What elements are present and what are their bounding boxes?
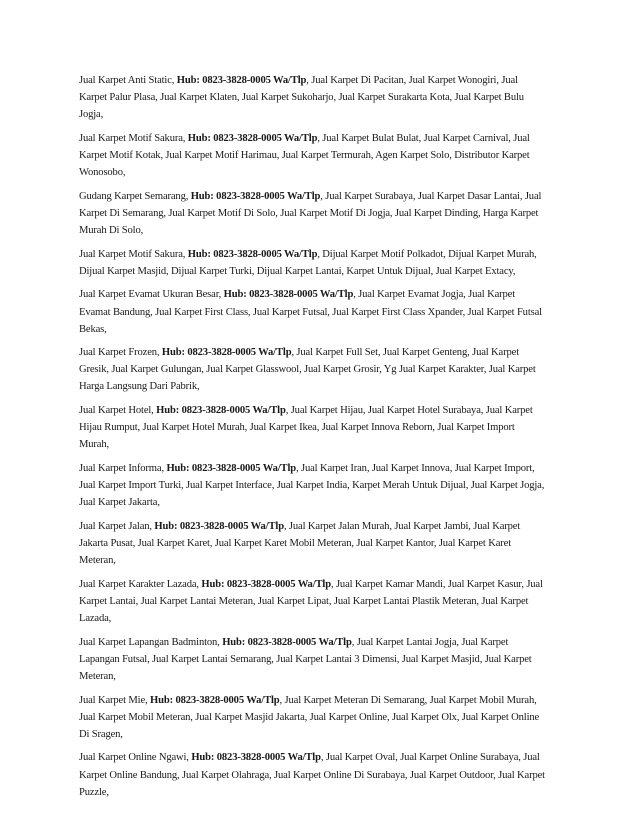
paragraph-text: , Jual Karpet Lantai Jogja, Jual Karpet Lapangan Futsal, Jual Karpet Lantai Semarang, Jual Karpet Lantai 3 Dimensi, Jual Karpet Masjid, Jual Karpet Meteran,	[79, 636, 532, 682]
hub-contact: Hub: 0823-3828-0005 Wa/Tlp	[222, 636, 352, 648]
paragraph-text: Jual Karpet Evamat Ukuran Besar,	[79, 289, 224, 301]
hub-contact: Hub: 0823-3828-0005 Wa/Tlp	[166, 463, 296, 475]
paragraph-3	[79, 188, 547, 239]
paragraph-text: Jual Karpet Frozen,	[79, 347, 162, 359]
paragraph-text: , Dijual Karpet Motif Polkadot, Dijual Karpet Murah, Dijual Karpet Masjid, Dijual Karpet Turki, Dijual Karpet Lantai, Karpet Untuk Dijual, Jual Karpet Extacy,	[79, 248, 537, 277]
paragraph-10	[79, 576, 547, 627]
paragraph-text: Jual Karpet Jalan,	[79, 520, 155, 532]
hub-contact: Hub: 0823-3828-0005 Wa/Tlp	[161, 347, 292, 359]
paragraph-text: Jual Karpet Motif Sakura,	[79, 248, 188, 260]
hub-contact: Hub: 0823-3828-0005 Wa/Tlp	[223, 289, 354, 301]
paragraph-text: Jual Karpet Hotel,	[79, 405, 157, 417]
paragraph-1	[79, 72, 547, 123]
paragraph-6	[79, 344, 547, 395]
paragraph-text: Jual Karpet Online Ngawi,	[79, 752, 192, 764]
paragraph-text: Jual Karpet Mie,	[79, 694, 150, 706]
paragraph-text: , Jual Karpet Oval, Jual Karpet Online Surabaya, Jual Karpet Online Bandung, Jual Karpet Olahraga, Jual Karpet Online Di Surabaya, Jual Karpet Outdoor, Jual Karpet Puzzle,	[79, 752, 545, 798]
paragraph-11	[79, 634, 547, 685]
paragraph-text: , Jual Karpet Bulat Bulat, Jual Karpet Carnival, Jual Karpet Motif Kotak, Jual Karpet Motif Harimau, Jual Karpet Termurah, Agen Karpet Solo, Distributor Karpet Wonosobo,	[79, 132, 530, 179]
paragraph-text: Gudang Karpet Semarang,	[79, 190, 191, 202]
document-body	[79, 72, 547, 807]
paragraph-text: , Jual Karpet Kamar Mandi, Jual Karpet Kasur, Jual Karpet Lantai, Jual Karpet Lantai Meteran, Jual Karpet Lipat, Jual Karpet Lantai Plastik Meteran, Jual Karpet Lazada,	[79, 578, 543, 624]
hub-contact: Hub: 0823-3828-0005 Wa/Tlp	[156, 405, 286, 417]
hub-contact: Hub: 0823-3828-0005 Wa/Tlp	[154, 520, 284, 532]
paragraph-text: , Jual Karpet Hijau, Jual Karpet Hotel Surabaya, Jual Karpet Hijau Rumput, Jual Karpet Hotel Murah, Jual Karpet Ikea, Jual Karpet Innova Reborn, Jual Karpet Import Murah,	[79, 405, 533, 451]
paragraph-text: Jual Karpet Lapangan Badminton,	[79, 636, 223, 648]
hub-contact: Hub: 0823-3828-0005 Wa/Tlp	[176, 75, 307, 86]
paragraph-text: , Jual Karpet Di Pacitan, Jual Karpet Wonogiri, Jual Karpet Palur Plasa, Jual Karpet Klaten, Jual Karpet Sukoharjo, Jual Karpet Surakarta Kota, Jual Karpet Bulu Jogja,	[79, 75, 524, 121]
paragraph-4	[79, 246, 547, 280]
paragraph-8	[79, 460, 547, 511]
paragraph-text: , Jual Karpet Jalan Murah, Jual Karpet Jambi, Jual Karpet Jakarta Pusat, Jual Karpet Karet, Jual Karpet Karet Mobil Meteran, Jual Karpet Kantor, Jual Karpet Karet Meteran,	[79, 520, 521, 567]
paragraph-12	[79, 692, 547, 743]
paragraph-text: Jual Karpet Karakter Lazada,	[79, 578, 202, 590]
hub-contact: Hub: 0823-3828-0005 Wa/Tlp	[187, 248, 318, 260]
paragraph-2	[79, 130, 547, 181]
hub-contact: Hub: 0823-3828-0005 Wa/Tlp	[150, 694, 280, 706]
paragraph-text: Jual Karpet Informa,	[79, 463, 167, 475]
paragraph-7	[79, 402, 547, 453]
paragraph-text: , Jual Karpet Iran, Jual Karpet Innova, Jual Karpet Import, Jual Karpet Import Turki, Jual Karpet Interface, Jual Karpet India, Karpet Merah Untuk Dijual, Jual Karpet Jogja, Jual Karpet Jakarta,	[79, 463, 545, 509]
paragraph-text: , Jual Karpet Evamat Jogja, Jual Karpet Evamat Bandung, Jual Karpet First Class, Jual Karpet Futsal, Jual Karpet First Class Xpander, Jual Karpet Futsal Bekas,	[79, 289, 542, 335]
hub-contact: Hub: 0823-3828-0005 Wa/Tlp	[187, 132, 318, 144]
paragraph-text: , Jual Karpet Full Set, Jual Karpet Genteng, Jual Karpet Gresik, Jual Karpet Gulungan, Jual Karpet Glasswool, Jual Karpet Grosir, Yg Jual Karpet Karakter, Jual Karpet Harga Langsung Dari Pabrik,	[79, 347, 536, 393]
hub-contact: Hub: 0823-3828-0005 Wa/Tlp	[201, 578, 331, 590]
paragraph-9	[79, 518, 547, 569]
hub-contact: Hub: 0823-3828-0005 Wa/Tlp	[190, 190, 321, 202]
paragraph-13	[79, 749, 547, 800]
paragraph-text: Jual Karpet Anti Static,	[79, 75, 177, 86]
paragraph-text: , Jual Karpet Surabaya, Jual Karpet Dasar Lantai, Jual Karpet Di Semarang, Jual Karpet Motif Di Solo, Jual Karpet Motif Di Jogja, Jual Karpet Dinding, Harga Karpet Murah Di Solo,	[79, 190, 542, 236]
paragraph-text: , Jual Karpet Meteran Di Semarang, Jual Karpet Mobil Murah, Jual Karpet Mobil Meteran, Jual Karpet Masjid Jakarta, Jual Karpet Online, Jual Karpet Olx, Jual Karpet Online Di Sragen,	[79, 694, 540, 740]
hub-contact: Hub: 0823-3828-0005 Wa/Tlp	[191, 752, 321, 764]
paragraph-5	[79, 286, 547, 337]
paragraph-text: Jual Karpet Motif Sakura,	[79, 132, 188, 144]
